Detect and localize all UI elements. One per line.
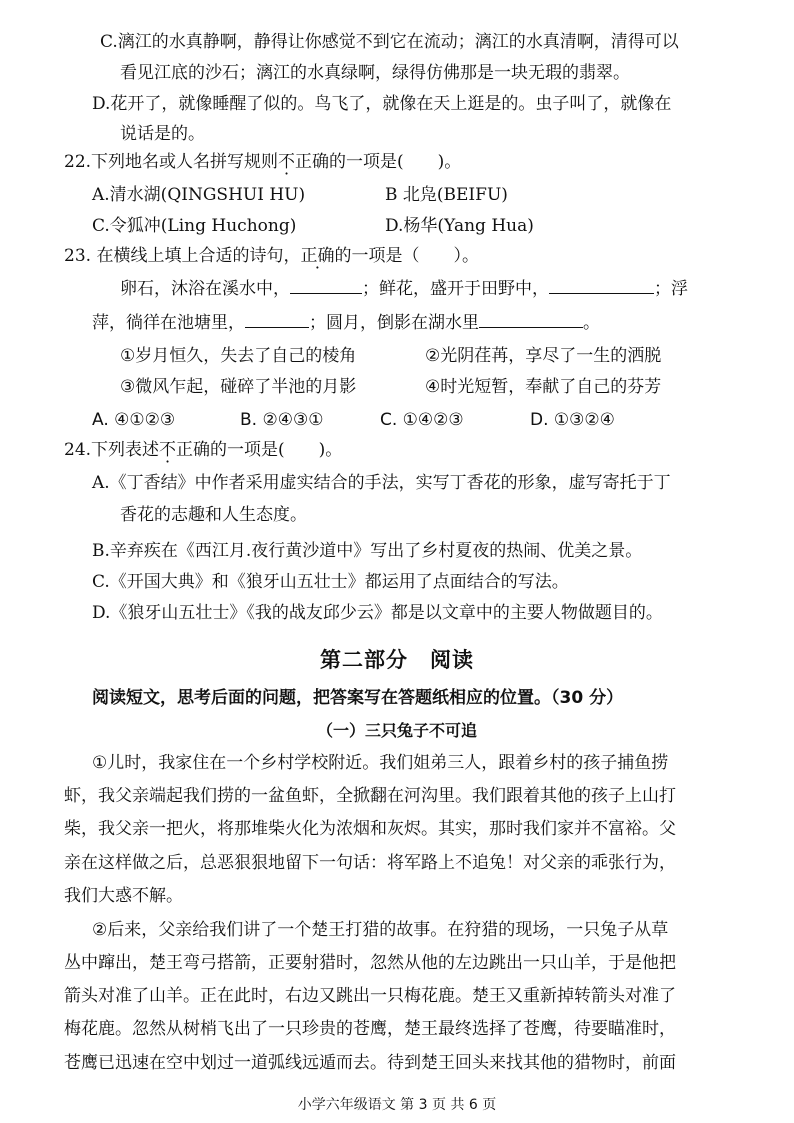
q23-option-d: D. ①③②④	[530, 410, 615, 430]
passage-p1-line2: 虾，我父亲端起我们捞的一盆鱼虾，全掀翻在河沟里。我们跟着其他的孩子上山打	[64, 786, 676, 806]
q23-choice-3: ③微风乍起，碰碎了半池的月影	[120, 377, 357, 397]
fill-blank-3	[245, 313, 309, 328]
passage-p1-line1: ①儿时，我家住在一个乡村学校附近。我们姐弟三人，跟着乡村的孩子捕鱼捞	[92, 753, 669, 773]
q23-line2-part2: ；圆月，倒影在湖水里	[309, 313, 479, 333]
passage-subtitle: （一）三只兔子不可追	[316, 721, 477, 740]
q23-stem	[64, 244, 479, 268]
q23-choice-1: ①岁月恒久，失去了自己的棱角	[120, 346, 357, 366]
q22-option-b: B 北凫(BEIFU)	[385, 185, 508, 205]
passage-p2-line1: ②后来，父亲给我们讲了一个楚王打猎的故事。在狩猎的现场，一只兔子从草	[92, 920, 669, 940]
q21-option-c-line2: 看见江底的沙石；漓江的水真绿啊，绿得仿佛那是一块无瑕的翡翠。	[120, 63, 630, 83]
page-footer: 小学六年级语文 第 3 页 共 6 页	[297, 1097, 497, 1113]
q22-stem-emphasis: 不	[278, 152, 296, 172]
part2-title: 第二部分 阅读	[320, 647, 474, 672]
q24-stem-part1: 24.下列表述	[64, 440, 160, 460]
fill-blank-2	[549, 279, 654, 294]
q24-option-b: B.辛弃疾在《西江月.夜行黄沙道中》写出了乡村夏夜的热闹、优美之景。	[92, 541, 643, 561]
q22-option-d: D.杨华(Yang Hua)	[385, 216, 534, 236]
q22-option-a: A.清水湖(QINGSHUI HU)	[92, 185, 306, 205]
q21-option-d-line2: 说话是的。	[120, 124, 205, 144]
q23-option-a: A. ④①②③	[92, 410, 176, 430]
q23-passage-line1	[120, 277, 688, 301]
q21-option-c-line1: C.漓江的水真静啊，静得让你感觉不到它在流动；漓江的水真清啊，清得可以	[100, 32, 679, 52]
passage-p2-line2: 丛中蹿出，楚王弯弓搭箭，正要射猎时，忽然从他的左边跳出一只山羊，于是他把	[64, 953, 676, 973]
q23-choice-2: ②光阴荏苒，享尽了一生的洒脱	[425, 346, 662, 366]
q24-option-d: D.《狼牙山五壮士》《我的战友邱少云》都是以文章中的主要人物做题目的。	[92, 603, 663, 623]
q23-option-b: B. ②④③①	[240, 410, 324, 430]
q24-option-c: C.《开国大典》和《狼牙山五壮士》都运用了点面结合的写法。	[92, 572, 569, 592]
passage-p1-line4: 亲在这样做之后，总恶狠狠地留下一句话：将军路上不追兔！对父亲的乖张行为，	[64, 853, 676, 873]
q24-stem-emphasis: 不	[159, 440, 177, 460]
q23-option-c: C. ①④②③	[380, 410, 464, 430]
q23-stem-part2: 的一项是（ ）。	[334, 246, 479, 266]
q24-option-a-line2: 香花的志趣和人生态度。	[120, 505, 307, 525]
q23-stem-part1: 23. 在横线上填上合适的诗句，	[64, 246, 301, 266]
q23-stem-emphasis: 正确	[300, 246, 335, 266]
q24-stem-part2: 正确的一项是( )。	[176, 440, 343, 460]
q22-stem-part1: 22.下列地名或人名拼写规则	[64, 152, 279, 172]
passage-p1-line5: 我们大惑不解。	[64, 886, 183, 906]
q23-passage-line2	[92, 311, 600, 335]
fill-blank-1	[290, 279, 362, 294]
q23-line2-part3: 。	[583, 313, 600, 333]
q22-stem	[64, 150, 461, 174]
q23-line1-part3: ；浮	[654, 279, 688, 299]
q23-line2-part1: 萍，徜徉在池塘里，	[92, 313, 245, 333]
q23-choice-4: ④时光短暂，奉献了自己的芬芳	[425, 377, 662, 397]
q21-option-d-line1: D.花开了，就像睡醒了似的。鸟飞了，就像在天上逛是的。虫子叫了，就像在	[92, 94, 672, 114]
q23-line1-part1: 卵石，沐浴在溪水中，	[120, 279, 290, 299]
q23-line1-part2: ；鲜花，盛开于田野中，	[362, 279, 549, 299]
q24-stem	[64, 438, 342, 462]
fill-blank-4	[479, 313, 583, 328]
q24-option-a-line1: A.《丁香结》中作者采用虚实结合的手法，实写丁香花的形象，虚写寄托于丁	[92, 473, 671, 493]
passage-p1-line3: 柴，我父亲一把火，将那堆柴火化为浓烟和灰烬。其实，那时我们家并不富裕。父	[64, 819, 676, 839]
passage-p2-line3: 箭头对准了山羊。正在此时，右边又跳出一只梅花鹿。楚王又重新掉转箭头对准了	[64, 986, 676, 1006]
part2-instruction: 阅读短文，思考后面的问题，把答案写在答题纸相应的位置。（30 分）	[92, 688, 624, 708]
passage-p2-line5: 苍鹰已迅速在空中划过一道弧线远遁而去。待到楚王回头来找其他的猎物时，前面	[64, 1053, 676, 1073]
passage-p2-line4: 梅花鹿。忽然从树梢飞出了一只珍贵的苍鹰，楚王最终选择了苍鹰，待要瞄准时，	[64, 1019, 676, 1039]
q22-option-c: C.令狐冲(Ling Huchong)	[92, 216, 297, 236]
q22-stem-part2: 正确的一项是( )。	[295, 152, 462, 172]
